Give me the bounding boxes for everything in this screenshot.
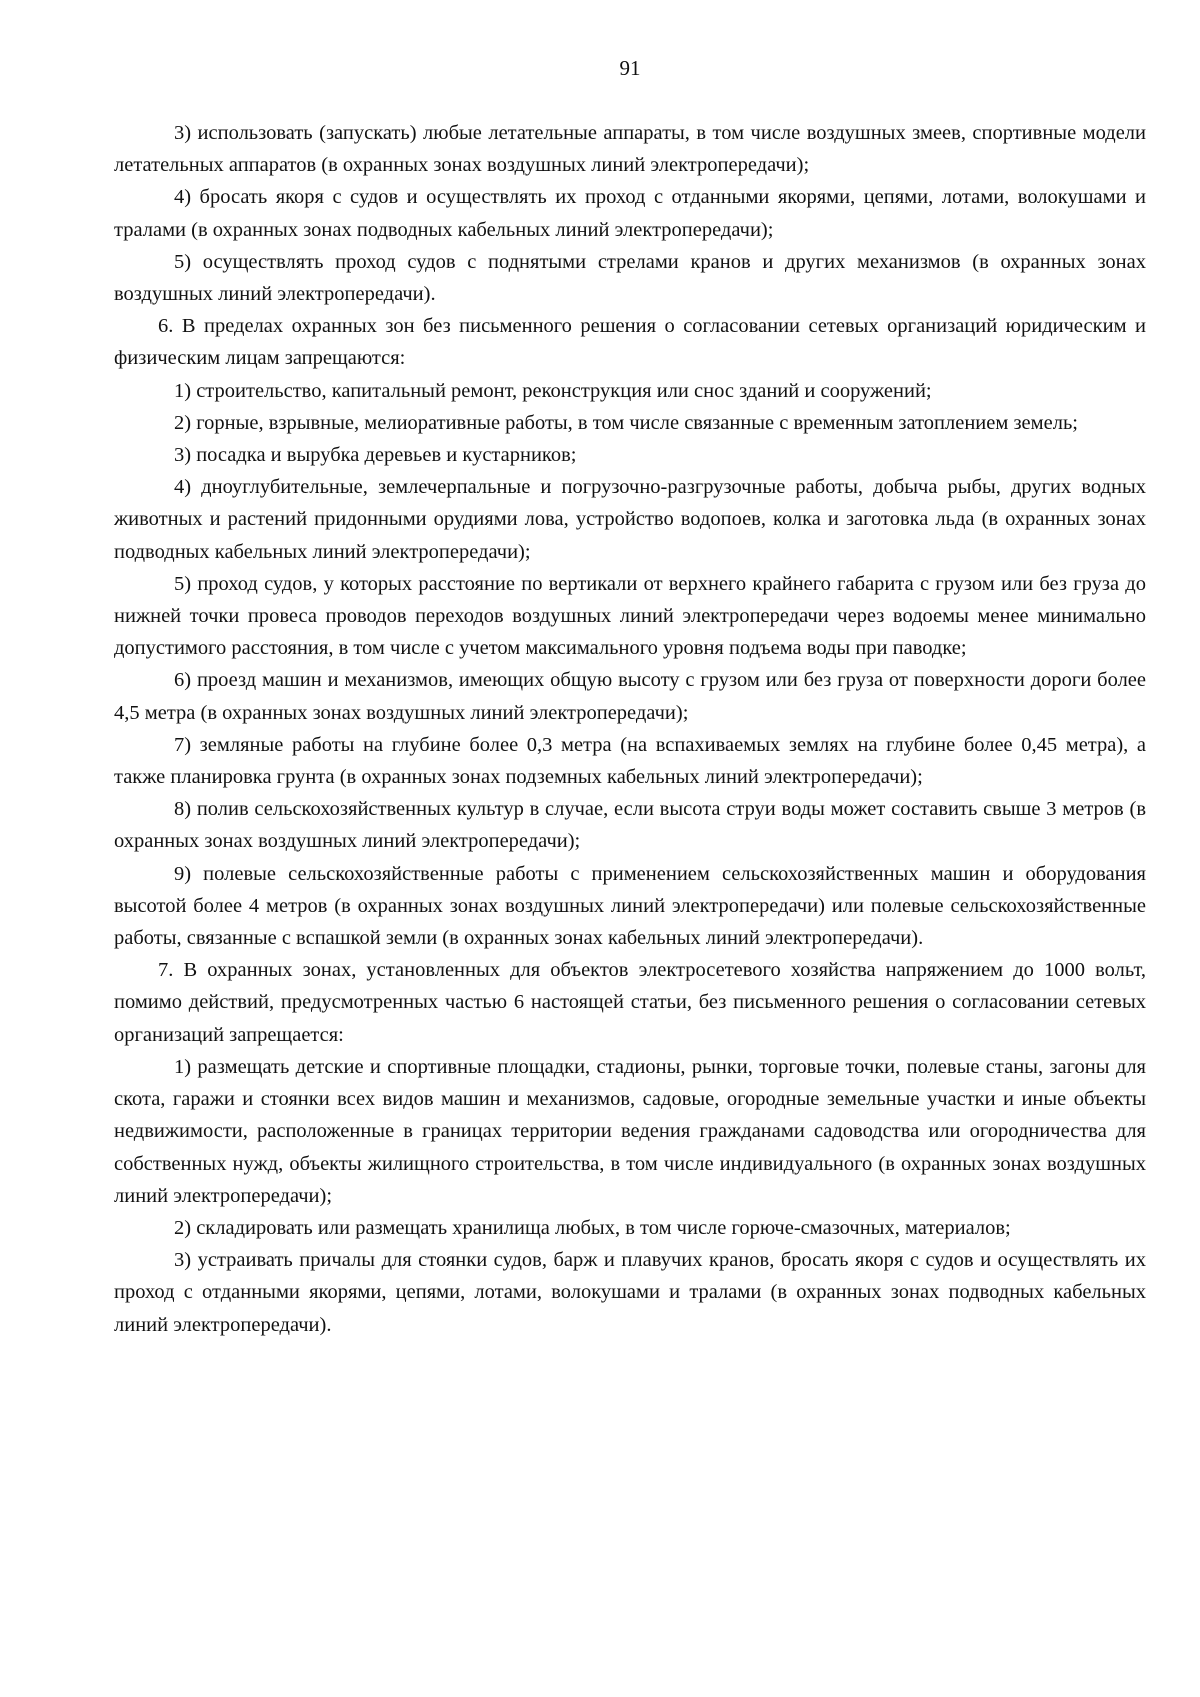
document-body xyxy=(114,117,1146,1341)
page-number: 91 xyxy=(619,56,641,80)
paragraph-item-2-mining: 2) горные, взрывные, мелиоративные работы, в том числе связанные с временным затоплением земель; xyxy=(174,411,1079,434)
paragraph-item-3-moorings: 3) устраивать причалы для стоянки судов, барж и плавучих кранов, бросать якоря с судов и осуществлять их проход с отданными якорями, цепями, лотами, волокушами и тралами (в охранных зонах подводных кабельных линий электропередачи). xyxy=(114,1249,1146,1336)
paragraph-item-2-storage: 2) складировать или размещать хранилища любых, в том числе горюче-смазочных, материалов; xyxy=(174,1216,1011,1239)
paragraph-point-7: 7. В охранных зонах, установленных для объектов электросетевого хозяйства напряжением до 1000 вольт, помимо действий, предусмотренных частью 6 настоящей статьи, без письменного решения о согласовании сетевых организаций запрещается: xyxy=(114,959,1146,1046)
paragraph-item-5-cranes: 5) осуществлять проход судов с поднятыми стрелами кранов и других механизмов (в охранных зонах воздушных линий электропередачи). xyxy=(114,250,1146,306)
paragraph-item-4-anchors: 4) бросать якоря с судов и осуществлять их проход с отданными якорями, цепями, лотами, волокушами и тралами (в охранных зонах подводных кабельных линий электропередачи); xyxy=(114,186,1146,241)
paragraph-item-3-trees: 3) посадка и вырубка деревьев и кустарников; xyxy=(174,444,577,467)
paragraph-item-4-dredging: 4) дноуглубительные, землечерпальные и погрузочно-разгрузочные работы, добыча рыбы, других водных животных и растений придонными орудиями лова, устройство водопоев, колка и заготовка льда (в охранных зонах подводных кабельных линий электропередачи); xyxy=(114,476,1146,563)
paragraph-item-9-fieldwork: 9) полевые сельскохозяйственные работы с применением сельскохозяйственных машин и оборудования высотой более 4 метров (в охранных зонах воздушных линий электропередачи) или полевые сельскохозяйственные работы, связанные с вспашкой земли (в охранных зонах кабельных линий электропередачи). xyxy=(114,862,1146,950)
paragraph-item-7-earthworks: 7) земляные работы на глубине более 0,3 метра (на вспахиваемых землях на глубине более 0,45 метра), а также планировка грунта (в охранных зонах подземных кабельных линий электропередачи); xyxy=(114,733,1146,789)
paragraph-point-6: 6. В пределах охранных зон без письменного решения о согласовании сетевых организаций юридическим и физическим лицам запрещаются: xyxy=(114,315,1146,370)
paragraph-item-1-construction: 1) строительство, капитальный ремонт, реконструкция или снос зданий и сооружений; xyxy=(174,379,932,402)
paragraph-item-5-vessels: 5) проход судов, у которых расстояние по вертикали от верхнего крайнего габарита с грузом или без груза до нижней точки провеса проводов переходов воздушных линий электропередачи через водоемы менее минимально допустимого расстояния, в том числе с учетом максимального уровня подъема воды при паводке; xyxy=(114,572,1146,660)
paragraph-item-8-irrigation: 8) полив сельскохозяйственных культур в случае, если высота струи воды может составить свыше 3 метров (в охранных зонах воздушных линий электропередачи); xyxy=(114,798,1146,853)
paragraph-item-6-vehicles: 6) проезд машин и механизмов, имеющих общую высоту с грузом или без груза от поверхности дороги более 4,5 метра (в охранных зонах воздушных линий электропередачи); xyxy=(114,669,1146,724)
paragraph-item-1-playgrounds: 1) размещать детские и спортивные площадки, стадионы, рынки, торговые точки, полевые станы, загоны для скота, гаражи и стоянки всех видов машин и механизмов, садовые, огородные земельные участки и иные объекты недвижимости, расположенные в границах территории ведения гражданами садоводства или огородничества для собственных нужд, объекты жилищного строительства, в том числе индивидуального (в охранных зонах воздушных линий электропередачи); xyxy=(114,1055,1146,1207)
paragraph-item-3-aircraft: 3) использовать (запускать) любые летательные аппараты, в том числе воздушных змеев, спортивные модели летательных аппаратов (в охранных зонах воздушных линий электропередачи); xyxy=(114,122,1146,177)
